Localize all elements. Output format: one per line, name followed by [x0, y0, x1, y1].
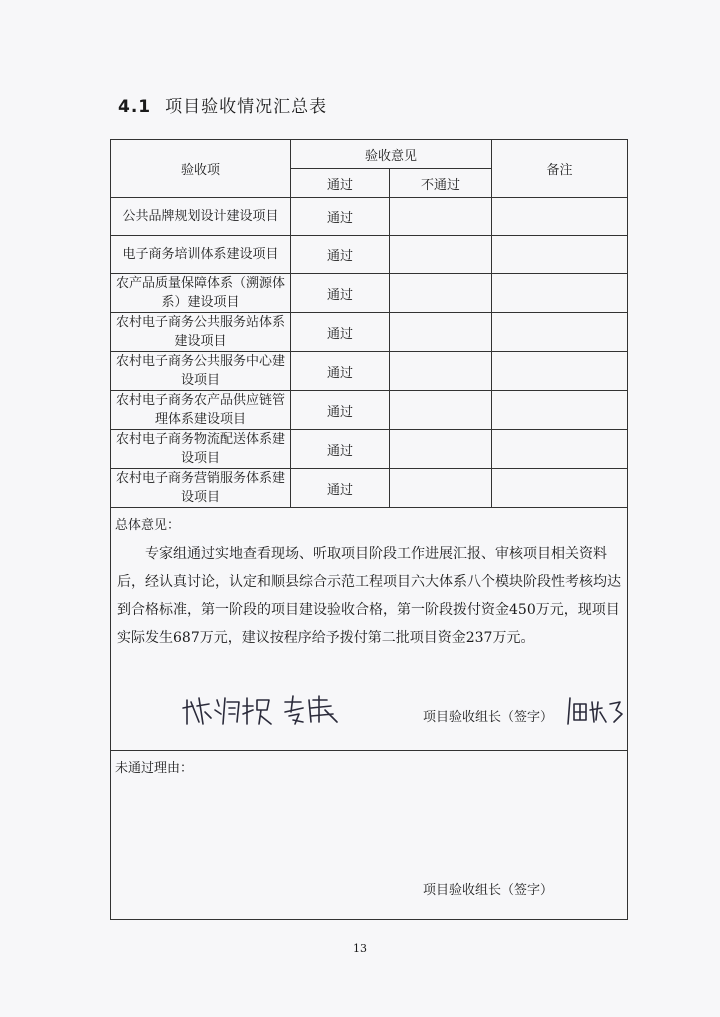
- row-item-label: 农村电子商务营销服务体系建设项目: [111, 469, 291, 508]
- header-item: 验收项: [111, 140, 291, 198]
- acceptance-summary-table: [110, 139, 628, 920]
- row-fail-cell: [390, 274, 492, 313]
- row-pass-cell: 通过: [291, 391, 390, 430]
- row-note-cell: [492, 274, 628, 313]
- row-fail-cell: [390, 469, 492, 508]
- fail-sign-label: 项目验收组长（签字）: [423, 883, 554, 898]
- table-row: [111, 352, 628, 391]
- overall-opinion-text: 专家组通过实地查看现场、听取项目阶段工作进展汇报、审核项目相关资料后，经认真讨论，认定和顺县综合示范工程项目六大体系八个模块阶段性考核均达到合格标准，第一阶段的项目建设验收合格，第一阶段拨付资金450万元，现项目实际发生687万元，建议按程序给予拨付第二批项目资金237万元。: [117, 546, 621, 646]
- fail-reason-section: [111, 751, 628, 920]
- row-fail-cell: [390, 313, 492, 352]
- row-pass-cell: 通过: [291, 274, 390, 313]
- header-note: 备注: [492, 140, 628, 198]
- overall-opinion-section: [111, 508, 628, 751]
- row-fail-cell: [390, 391, 492, 430]
- section-heading: [118, 92, 327, 117]
- handwritten-signature-members: [181, 692, 351, 728]
- row-pass-cell: 通过: [291, 430, 390, 469]
- table-row: [111, 313, 628, 352]
- header-pass: 通过: [291, 169, 390, 198]
- header-fail: 不通过: [390, 169, 492, 198]
- row-item-label: 农村电子商务农产品供应链管理体系建设项目: [111, 391, 291, 430]
- table-row: [111, 274, 628, 313]
- row-item-label: 农村电子商务公共服务站体系建设项目: [111, 313, 291, 352]
- row-item-label: 农村电子商务公共服务中心建设项目: [111, 352, 291, 391]
- table-row: [111, 391, 628, 430]
- row-pass-cell: 通过: [291, 198, 390, 236]
- row-pass-cell: 通过: [291, 236, 390, 274]
- row-pass-cell: 通过: [291, 313, 390, 352]
- row-fail-cell: [390, 430, 492, 469]
- row-fail-cell: [390, 236, 492, 274]
- table-row: [111, 469, 628, 508]
- row-item-label: 农村电子商务物流配送体系建设项目: [111, 430, 291, 469]
- row-pass-cell: 通过: [291, 352, 390, 391]
- row-fail-cell: [390, 198, 492, 236]
- table-row: [111, 236, 628, 274]
- row-note-cell: [492, 430, 628, 469]
- table-row: [111, 198, 628, 236]
- overall-opinion-title: 总体意见：: [115, 518, 181, 533]
- page-number: 13: [353, 942, 367, 955]
- row-pass-cell: 通过: [291, 469, 390, 508]
- row-note-cell: [492, 313, 628, 352]
- row-item-label: 电子商务培训体系建设项目: [111, 236, 291, 274]
- overall-sign-label: 项目验收组长（签字）: [423, 710, 554, 725]
- table-row: [111, 430, 628, 469]
- handwritten-signature-leader: [566, 696, 626, 726]
- row-note-cell: [492, 236, 628, 274]
- header-opinion: 验收意见: [291, 140, 492, 169]
- row-fail-cell: [390, 352, 492, 391]
- row-note-cell: [492, 391, 628, 430]
- section-number: 4.1: [118, 97, 152, 117]
- row-note-cell: [492, 469, 628, 508]
- row-item-label: 公共品牌规划设计建设项目: [111, 198, 291, 236]
- row-note-cell: [492, 198, 628, 236]
- row-item-label: 农产品质量保障体系（溯源体系）建设项目: [111, 274, 291, 313]
- row-note-cell: [492, 352, 628, 391]
- section-title: 项目验收情况汇总表: [165, 97, 328, 117]
- fail-reason-title: 未通过理由：: [115, 761, 194, 776]
